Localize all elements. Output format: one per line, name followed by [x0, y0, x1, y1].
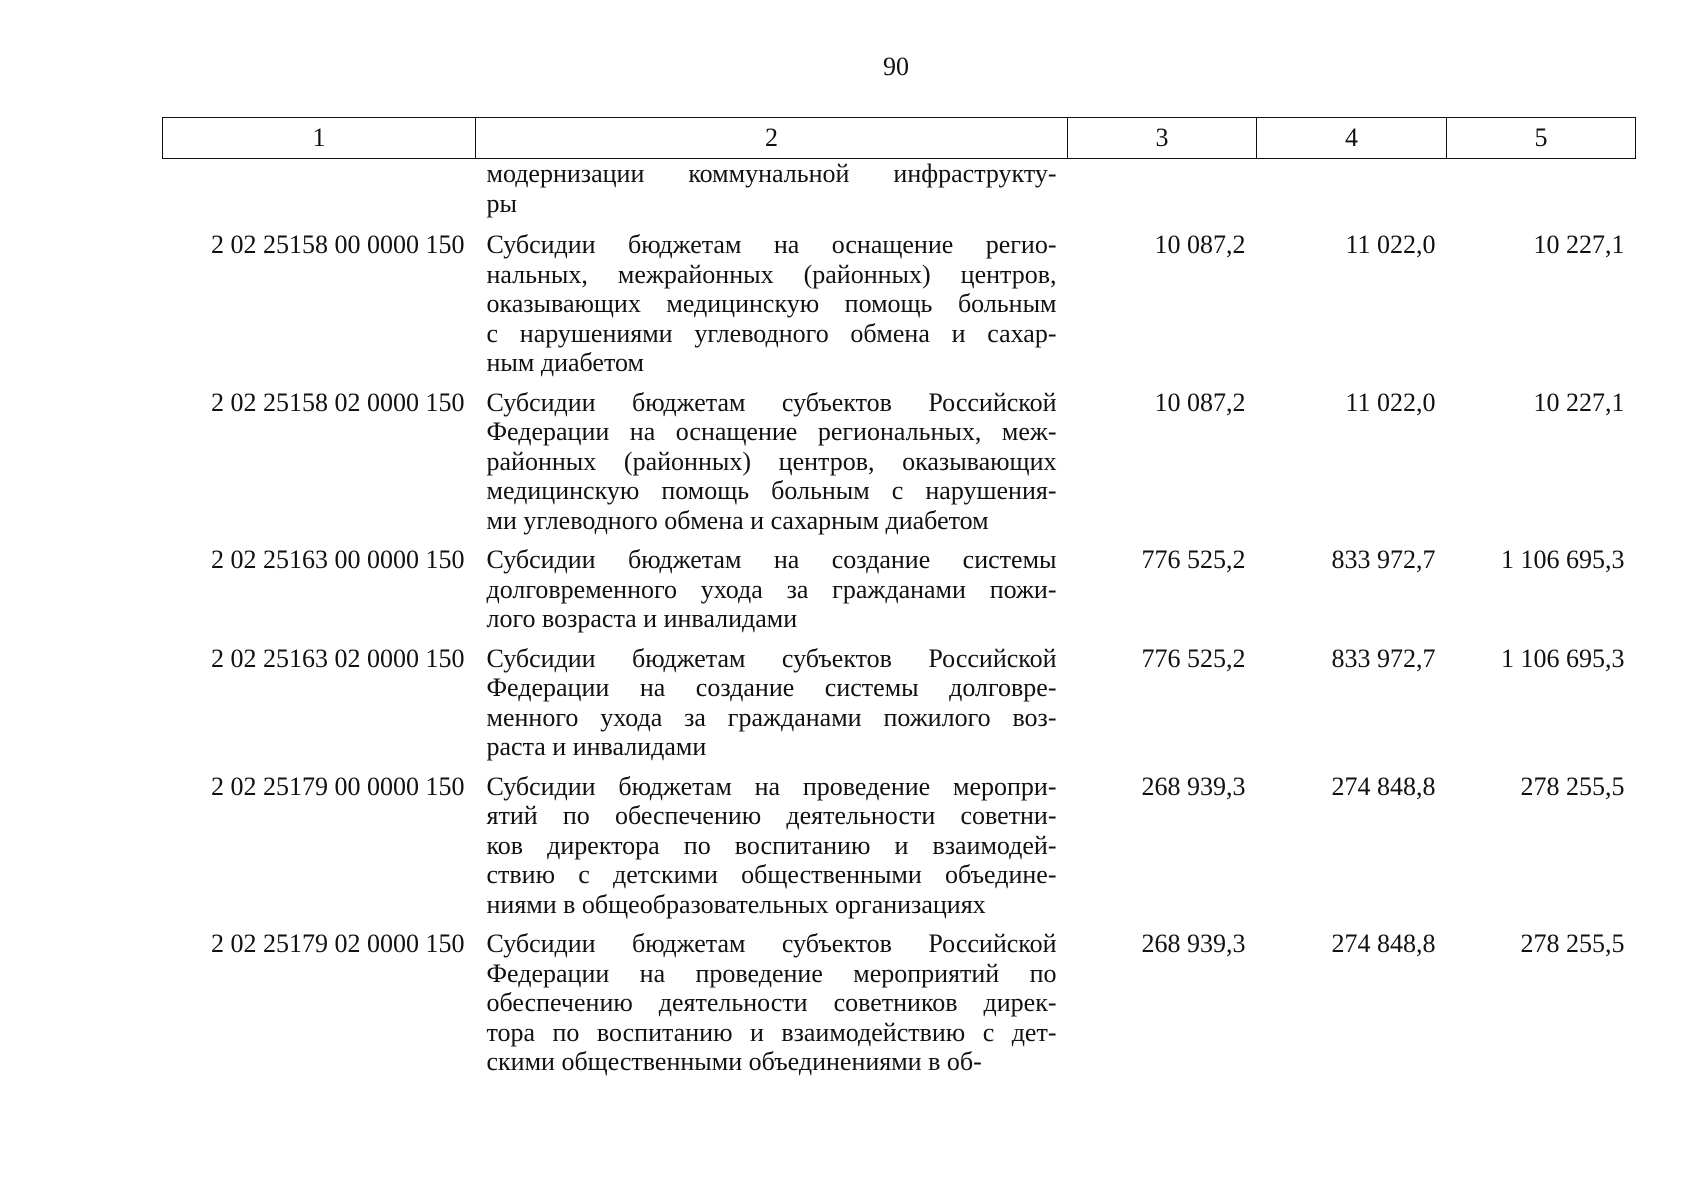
amount-col4: 274 848,8 [1331, 771, 1436, 801]
page-number: 90 [883, 52, 909, 81]
amount-col4: 11 022,0 [1345, 387, 1436, 417]
description [476, 545, 1068, 644]
description-line: Субсидии бюджетам субъектов Российской [486, 643, 1057, 673]
description-line: нальных, межрайонных (районных) центров, [486, 259, 1057, 289]
description-line: менного ухода за гражданами пожилого воз- [486, 702, 1057, 732]
budget-code: 2 02 25179 02 0000 150 [211, 929, 465, 958]
description [476, 388, 1068, 546]
description-line: ми углеводного обмена и сахарным диабетом [486, 505, 989, 535]
amount-col4: 833 972,7 [1331, 643, 1436, 673]
description-line: с нарушениями углеводного обмена и сахар- [486, 318, 1057, 348]
budget-code: 2 02 25163 02 0000 150 [211, 643, 465, 673]
amount-col3: 268 939,3 [1141, 771, 1246, 801]
description-line: ятий по обеспечению деятельности советни- [486, 801, 1057, 830]
description-line: лого возраста и инвалидами [486, 604, 798, 633]
description [476, 644, 1068, 772]
description-line: ствию с детскими общественными объедине- [486, 860, 1057, 889]
description-line: ным диабетом [486, 348, 644, 377]
amount-col5: 1 106 695,3 [1501, 643, 1625, 673]
table-body [163, 159, 1636, 1087]
amount-col5: 278 255,5 [1520, 929, 1625, 958]
header-row [163, 118, 1636, 159]
amount-col5: 10 227,1 [1533, 230, 1625, 259]
description-line: Субсидии бюджетам на проведение меропри- [486, 771, 1057, 801]
description-line: ков директора по воспитанию и взаимодей- [486, 830, 1057, 860]
budget-table [162, 117, 1636, 1087]
header-col-1: 1 [163, 118, 476, 159]
description-line: Субсидии бюджетам субъектов Российской [486, 387, 1057, 417]
amount-col5: 10 227,1 [1533, 387, 1625, 417]
table-row [163, 159, 1636, 231]
description-line: оказывающих медицинскую помощь больным [486, 289, 1057, 318]
header-col-3: 3 [1068, 118, 1257, 159]
amount-col3: 10 087,2 [1154, 230, 1246, 259]
amount-col4 [1257, 159, 1447, 231]
table-header [163, 118, 1636, 159]
amount-col5 [1447, 159, 1636, 231]
description-line: долговременного ухода за гражданами пожи- [486, 574, 1057, 604]
description-line: тора по воспитанию и взаимодействию с дет- [486, 1017, 1057, 1047]
description-line: Федерации на создание системы долговре- [486, 673, 1057, 702]
amount-col3: 268 939,3 [1141, 929, 1246, 958]
budget-code [163, 159, 476, 231]
amount-col5: 278 255,5 [1520, 771, 1625, 801]
description-line: медицинскую помощь больным с нарушения- [486, 476, 1057, 505]
header-col-4: 4 [1257, 118, 1447, 159]
amount-col3: 776 525,2 [1141, 643, 1246, 673]
description-line: районных (районных) центров, оказывающих [486, 446, 1057, 476]
header-col-2: 2 [476, 118, 1068, 159]
description-line: ниями в общеобразовательных организациях [486, 889, 986, 919]
description-line: Субсидии бюджетам на создание системы [486, 545, 1057, 574]
budget-code: 2 02 25158 02 0000 150 [211, 387, 465, 417]
amount-col3 [1068, 159, 1257, 231]
table-row [163, 772, 1636, 930]
amount-col4: 274 848,8 [1331, 929, 1436, 958]
description [476, 772, 1068, 930]
description-line: Субсидии бюджетам субъектов Российской [486, 929, 1057, 958]
description [476, 929, 1068, 1087]
amount-col3: 10 087,2 [1154, 387, 1246, 417]
description-line: Федерации на оснащение региональных, меж- [486, 417, 1057, 446]
amount-col4: 833 972,7 [1331, 545, 1436, 574]
table-row [163, 230, 1636, 388]
budget-code: 2 02 25179 00 0000 150 [211, 771, 465, 801]
description-line: Федерации на проведение мероприятий по [486, 958, 1057, 988]
amount-col4: 11 022,0 [1345, 230, 1436, 259]
description-line: ры [486, 188, 517, 218]
description-line: скими общественными объединениями в об- [486, 1047, 982, 1076]
table-row [163, 929, 1636, 1087]
amount-col3: 776 525,2 [1141, 545, 1246, 574]
description-line: Субсидии бюджетам на оснащение регио- [486, 230, 1057, 259]
amount-col5: 1 106 695,3 [1501, 545, 1625, 574]
budget-code: 2 02 25158 00 0000 150 [211, 230, 465, 259]
table-row [163, 644, 1636, 772]
description-line: обеспечению деятельности советников дирек- [486, 988, 1057, 1017]
header-col-5: 5 [1447, 118, 1636, 159]
table-row [163, 388, 1636, 546]
description-line: раста и инвалидами [486, 732, 707, 761]
description [476, 159, 1068, 231]
description [476, 230, 1068, 388]
table-row [163, 545, 1636, 644]
budget-code: 2 02 25163 00 0000 150 [211, 545, 465, 574]
description-line: модернизации коммунальной инфраструкту- [486, 159, 1057, 188]
